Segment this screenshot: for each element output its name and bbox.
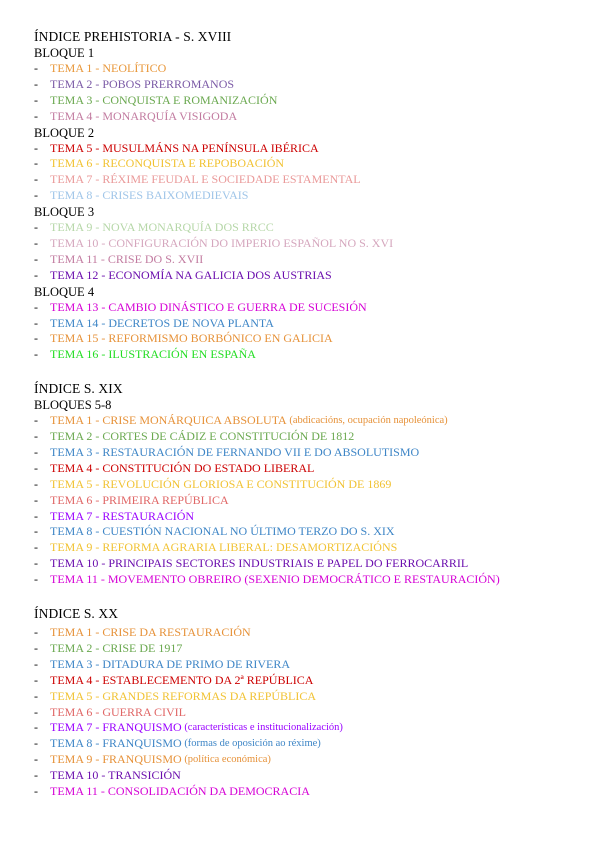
topic-text: TEMA 5 - GRANDES REFORMAS DA REPÚBLICA <box>50 688 317 703</box>
list-bullet: - <box>34 299 38 314</box>
topic-text: TEMA 9 - NOVA MONARQUÍA DOS RRCC <box>50 220 274 235</box>
topic-text: TEMA 4 - MONARQUÍA VISIGODA <box>50 108 238 123</box>
topic-text: TEMA 12 - ECONOMÍA NA GALICIA DOS AUSTRIAS <box>50 267 332 282</box>
list-bullet: - <box>34 524 38 539</box>
topic-item <box>34 316 594 332</box>
list-bullet: - <box>34 752 38 767</box>
section-spacer <box>34 363 594 380</box>
document-page <box>34 28 594 800</box>
topic-text: TEMA 7 - RESTAURACIÓN <box>50 508 195 523</box>
list-bullet: - <box>34 656 38 671</box>
topic-note: (características e institucionalización) <box>181 722 343 734</box>
list-bullet: - <box>34 315 38 330</box>
list-bullet: - <box>34 736 38 751</box>
topic-text: TEMA 3 - DITADURA DE PRIMO DE RIVERA <box>50 656 291 671</box>
topic-item <box>34 252 594 268</box>
topic-item <box>34 188 594 204</box>
section-title: ÍNDICE PREHISTORIA - S. XVIII <box>34 29 232 44</box>
section-title: ÍNDICE S. XIX <box>34 381 123 397</box>
list-bullet: - <box>34 768 38 783</box>
topic-text: TEMA 7 - FRANQUISMO <box>50 720 182 735</box>
list-bullet: - <box>34 625 38 640</box>
block-label: BLOQUES 5-8 <box>34 398 112 413</box>
list-bullet: - <box>34 672 38 687</box>
topic-item <box>34 784 594 800</box>
list-bullet: - <box>34 704 38 719</box>
list-bullet: - <box>34 220 38 235</box>
topic-text: TEMA 8 - CUESTIÓN NACIONAL NO ÚLTIMO TERZO DO S. XIX <box>50 524 395 539</box>
topic-text: TEMA 14 - DECRETOS DE NOVA PLANTA <box>50 315 274 330</box>
topic-item <box>34 493 594 509</box>
topic-text: TEMA 10 - PRINCIPAIS SECTORES INDUSTRIAIS E PAPEL DO FERROCARRIL <box>50 556 469 571</box>
topic-text: TEMA 6 - GUERRA CIVIL <box>50 704 186 719</box>
topic-text: TEMA 11 - CRISE DO S. XVII <box>50 251 204 266</box>
list-bullet: - <box>34 413 38 428</box>
topic-item <box>34 768 594 784</box>
topic-text: TEMA 2 - CRISE DE 1917 <box>50 640 183 655</box>
list-bullet: - <box>34 476 38 491</box>
topic-item <box>34 141 594 157</box>
list-bullet: - <box>34 236 38 251</box>
topic-item <box>34 93 594 109</box>
block-label: BLOQUE 1 <box>34 46 95 60</box>
topic-text: TEMA 5 - REVOLUCIÓN GLORIOSA E CONSTITUCIÓN DE 1869 <box>50 476 392 491</box>
list-bullet: - <box>34 156 38 171</box>
list-bullet: - <box>34 540 38 555</box>
topic-text: TEMA 1 - CRISE MONÁRQUICA ABSOLUTA <box>50 413 287 428</box>
topic-item <box>34 347 594 363</box>
section-title: ÍNDICE S. XX <box>34 606 119 622</box>
topic-text: TEMA 3 - CONQUISTA E ROMANIZACIÓN <box>50 92 278 107</box>
topic-text: TEMA 6 - PRIMEIRA REPÚBLICA <box>50 492 229 507</box>
topic-text: TEMA 15 - REFORMISMO BORBÓNICO EN GALICIA <box>50 331 333 346</box>
topic-item <box>34 720 594 736</box>
topic-item <box>34 509 594 525</box>
topic-item <box>34 268 594 284</box>
topic-text: TEMA 8 - CRISES BAIXOMEDIEVAIS <box>50 188 249 203</box>
topic-item <box>34 109 594 125</box>
topic-item <box>34 413 594 429</box>
list-bullet: - <box>34 92 38 107</box>
topic-item <box>34 331 594 347</box>
block-label: BLOQUE 2 <box>34 125 95 140</box>
list-bullet: - <box>34 492 38 507</box>
topic-text: TEMA 6 - RECONQUISTA E REPOBOACIÓN <box>50 156 285 171</box>
list-bullet: - <box>34 556 38 571</box>
list-bullet: - <box>34 172 38 187</box>
list-bullet: - <box>34 61 38 75</box>
topic-item <box>34 673 594 689</box>
list-bullet: - <box>34 76 38 91</box>
topic-text: TEMA 9 - REFORMA AGRARIA LIBERAL: DESAMORTIZACIÓNS <box>50 540 398 555</box>
topic-text: TEMA 16 - ILUSTRACIÓN EN ESPAÑA <box>50 347 256 362</box>
topic-text: TEMA 13 - CAMBIO DINÁSTICO E GUERRA DE SUCESIÓN <box>50 299 367 314</box>
topic-item <box>34 477 594 493</box>
topic-item <box>34 572 594 588</box>
list-bullet: - <box>34 251 38 266</box>
list-bullet: - <box>34 572 38 587</box>
list-bullet: - <box>34 783 38 798</box>
topic-item <box>34 641 594 657</box>
topic-text: TEMA 2 - CORTES DE CÁDIZ E CONSTITUCIÓN DE 1812 <box>50 429 355 444</box>
topic-item <box>34 156 594 172</box>
topic-text: TEMA 1 - NEOLÍTICO <box>50 61 167 75</box>
block-label: BLOQUE 4 <box>34 284 95 299</box>
topic-text: TEMA 2 - POBOS PRERROMANOS <box>50 76 235 91</box>
list-bullet: - <box>34 429 38 444</box>
topic-item <box>34 689 594 705</box>
topic-item <box>34 300 594 316</box>
list-bullet: - <box>34 188 38 203</box>
list-bullet: - <box>34 508 38 523</box>
list-bullet: - <box>34 688 38 703</box>
topic-item <box>34 429 594 445</box>
topic-item <box>34 77 594 93</box>
topic-item <box>34 236 594 252</box>
topic-item <box>34 752 594 768</box>
list-bullet: - <box>34 267 38 282</box>
list-bullet: - <box>34 347 38 362</box>
topic-text: TEMA 11 - MOVEMENTO OBREIRO (SEXENIO DEMOCRÁTICO E RESTAURACIÓN) <box>50 572 500 587</box>
topic-text: TEMA 3 - RESTAURACIÓN DE FERNANDO VII E DO ABSOLUTISMO <box>50 445 420 460</box>
topic-item <box>34 61 594 77</box>
topic-item <box>34 556 594 572</box>
topic-text: TEMA 8 - FRANQUISMO <box>50 736 182 751</box>
list-bullet: - <box>34 445 38 460</box>
topic-text: TEMA 10 - TRANSICIÓN <box>50 768 181 783</box>
section-spacer <box>34 588 594 605</box>
list-bullet: - <box>34 140 38 155</box>
list-bullet: - <box>34 640 38 655</box>
topic-item <box>34 736 594 752</box>
list-bullet: - <box>34 331 38 346</box>
block-label: BLOQUE 3 <box>34 205 95 220</box>
topic-text: TEMA 4 - CONSTITUCIÓN DO ESTADO LIBERAL <box>50 460 315 475</box>
topic-item <box>34 657 594 673</box>
list-bullet: - <box>34 460 38 475</box>
topic-text: TEMA 9 - FRANQUISMO <box>50 752 182 767</box>
topic-text: TEMA 4 - ESTABLECEMENTO DA 2ª REPÚBLICA <box>50 672 314 687</box>
topic-item <box>34 461 594 477</box>
topic-item <box>34 220 594 236</box>
topic-text: TEMA 7 - RÉXIME FEUDAL E SOCIEDADE ESTAMENTAL <box>50 172 361 187</box>
topic-item <box>34 445 594 461</box>
list-bullet: - <box>34 108 38 123</box>
list-bullet: - <box>34 720 38 735</box>
topic-note: (política económica) <box>181 754 271 766</box>
topic-text: TEMA 5 - MUSULMÁNS NA PENÍNSULA IBÉRICA <box>50 140 319 155</box>
topic-item <box>34 172 594 188</box>
topic-text: TEMA 1 - CRISE DA RESTAURACIÓN <box>50 625 251 640</box>
topic-text: TEMA 10 - CONFIGURACIÓN DO IMPERIO ESPAÑOL NO S. XVI <box>50 236 394 251</box>
topic-note: (abdicacións, ocupación napoleónica) <box>286 415 448 427</box>
topic-item <box>34 705 594 721</box>
topic-item <box>34 524 594 540</box>
topic-item <box>34 625 594 641</box>
topic-item <box>34 540 594 556</box>
topic-text: TEMA 11 - CONSOLIDACIÓN DA DEMOCRACIA <box>50 783 310 798</box>
topic-note: (formas de oposición ao réxime) <box>181 738 321 750</box>
